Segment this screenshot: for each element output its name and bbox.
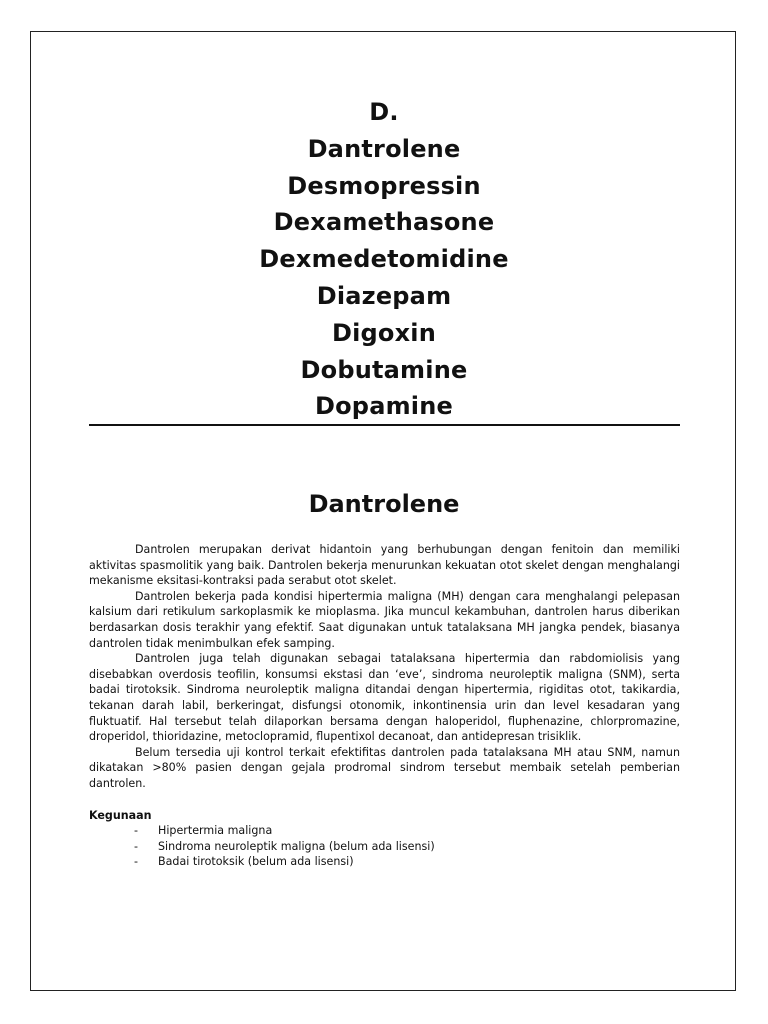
drug-name: Diazepam [316,281,452,310]
drug-name: Dexmedetomidine [259,245,509,274]
drug-name: Digoxin [331,318,436,347]
uses-heading: Kegunaan [89,808,152,822]
drug-name: Dopamine [315,392,453,421]
list-dash: - [134,824,139,838]
section-title: Dantrolene [308,490,460,519]
drug-name: Dobutamine [300,355,468,384]
body-paragraph: Belum tersedia uji kontrol terkait efektifitas dantrolen pada tatalaksana MH atau SNM, namun dikatakan >80% pasien dengan gejala prodromal sindrom tersebut membaik setelah pemberian dantrolen. [89,745,680,790]
uses-section [89,808,680,870]
list-item-text: Hipertermia maligna [158,824,273,838]
drug-index-header [0,94,768,425]
header-divider [89,424,680,426]
list-dash: - [134,839,139,853]
index-letter: D. [369,98,399,126]
list-item-text: Badai tirotoksik (belum ada lisensi) [158,855,354,869]
list-item [89,854,680,870]
uses-list [89,823,680,870]
body-paragraph: Dantrolen juga telah digunakan sebagai tatalaksana hipertermia dan rabdomiolisis yang disebabkan overdosis teofilin, konsumsi ekstasi dan ‘eve’, sindroma neuroleptik maligna (SNM), serta badai tirotoksik. Sindroma neuroleptik maligna ditandai dengan hipertermia, rigiditas otot, takikardia, tekanan darah labil, berkeringat, disfungsi otonomik, inkontinensia urin dan level kesadaran yang fluktuatif. Hal tersebut telah dilaporkan bersama dengan haloperidol, fluphenazine, chlorpromazine, droperidol, thioridazine, metoclopramid, flupentixol decanoat, dan antidepresan trisiklik. [89,652,680,744]
list-item [89,839,680,855]
list-item [89,823,680,839]
body-paragraph: Dantrolen merupakan derivat hidantoin yang berhubungan dengan fenitoin dan memiliki aktivitas spasmolitik yang baik. Dantrolen bekerja menurunkan kekuatan otot skelet dengan menghalangi mekanisme eksitasi-kontraksi pada serabut otot skelet. [89,543,680,588]
list-dash: - [134,855,139,869]
drug-name: Dantrolene [307,134,461,163]
body-paragraph: Dantrolen bekerja pada kondisi hipertermia maligna (MH) dengan cara menghalangi pelepasan kalsium dari retikulum sarkoplasmik ke mioplasma. Jika muncul kekambuhan, dantrolen harus diberikan berdasarkan dosis terakhir yang efektif. Saat digunakan untuk tatalaksana MH jangka pendek, biasanya dantrolen tidak menimbulkan efek samping. [89,589,680,650]
drug-name: Dexamethasone [273,208,495,237]
section-body [89,542,680,870]
list-item-text: Sindroma neuroleptik maligna (belum ada lisensi) [158,839,435,853]
drug-name: Desmopressin [287,171,481,200]
